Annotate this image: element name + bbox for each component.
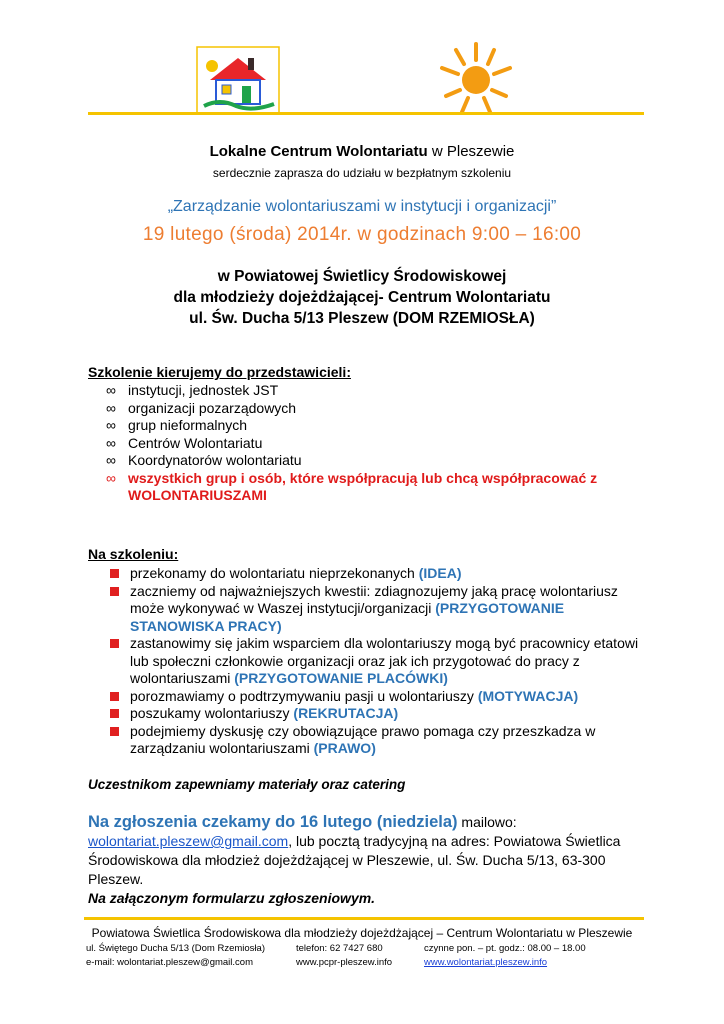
footer-hours: czynne pon. – pt. godz.: 08.00 – 18.00 [424, 943, 586, 954]
organizer-city: w Pleszewie [431, 143, 515, 160]
square-bullet-icon [110, 709, 119, 718]
infinity-bullet-icon: ∞ [106, 399, 116, 416]
list-item: ∞ Koordynatorów wolontariatu [106, 452, 302, 468]
training-heading: Na szkoleniu: [88, 546, 179, 562]
footer-email: e-mail: wolontariat.pleszew@gmail.com [86, 957, 253, 968]
audience-heading: Szkolenie kierujemy do przedstawicieli: [88, 364, 351, 380]
list-item: zastanowimy się jakim wsparciem dla wolontariuszy mogą być pracownicy etatowi lub społeczni członkowie organizacji oraz jak ich przygotować do pracy z wolontariuszami (PRZYGOTOWANIE PLACÓWKI) [110, 635, 650, 688]
square-bullet-icon [110, 727, 119, 736]
audience-list [106, 382, 646, 505]
square-bullet-icon [110, 587, 119, 596]
deadline: Na zgłoszenia czekamy do 16 lutego (niedziela) [88, 813, 458, 831]
footer-phone: telefon: 62 7427 680 [296, 943, 383, 954]
training-title: „Zarządzanie wolontariuszami w instytucji i organizacji” [167, 198, 557, 215]
list-item-highlight: ∞ wszystkich grup i osób, które współpracują lub chcą współpracować z WOLONTARIUSZAMI [106, 469, 598, 503]
venue-line: ul. Św. Ducha 5/13 Pleszew (DOM RZEMIOSŁA) [189, 310, 535, 327]
infinity-bullet-icon: ∞ [106, 417, 116, 433]
email-link[interactable]: wolontariat.pleszew@gmail.com [88, 833, 289, 849]
bottom-divider [84, 917, 644, 920]
square-bullet-icon [110, 692, 119, 701]
house-logo [196, 46, 280, 114]
square-bullet-icon [110, 569, 119, 578]
list-item: ∞ organizacji pozarządowych [106, 399, 297, 416]
top-divider [88, 112, 644, 115]
organizer-name: Lokalne Centrum Wolontariatu [209, 143, 428, 160]
venue-line: w Powiatowej Świetlicy Środowiskowej [217, 268, 507, 285]
list-item: porozmawiamy o podtrzymywaniu pasji u wolontariuszy (MOTYWACJA) [110, 688, 650, 706]
list-item: ∞ grup nieformalnych [106, 417, 248, 433]
organizer-line [0, 143, 724, 160]
infinity-bullet-icon: ∞ [106, 382, 116, 398]
list-item: podejmiemy dyskusję czy obowiązujące prawo pomaga czy przeszkadza w zarządzaniu wolontariuszami (PRAWO) [110, 723, 650, 758]
venue [0, 266, 724, 329]
footer-site-wolontariat[interactable]: www.wolontariat.pleszew.info [424, 957, 548, 968]
infinity-bullet-icon: ∞ [106, 452, 116, 468]
infinity-bullet-icon: ∞ [106, 434, 116, 451]
list-item: zaczniemy od najważniejszych kwestii: zdiagnozujemy jaką pracę wolontariusz może wykonywać w Waszej instytucji/organizacji (PRZYGOTOWANIE STANOWISKA PRACY) [110, 583, 650, 636]
form-note: Na załączonym formularzu zgłoszeniowym. [88, 890, 376, 906]
footer-address: ul. Świętego Ducha 5/13 (Dom Rzemiosła) [86, 943, 265, 954]
training-date: 19 lutego (środa) 2014r. w godzinach 9:00 – 16:00 [142, 224, 582, 245]
footer-title: Powiatowa Świetlica Środowiskowa dla młodzieży dojeżdżającej – Centrum Wolontariatu w Pleszewie [91, 926, 633, 940]
list-item: ∞ instytucji, jednostek JST [106, 382, 279, 398]
application-info: Na zgłoszenia czekamy do 16 lutego (niedziela) mailowo: wolontariat.pleszew@gmail.com, lub pocztą tradycyjną na adres: Powiatowa Świetlica Środowiskowa dla młodzież dojeżdżającej w Pleszewie, ul. Św. Ducha 5/13, 63-300 Pleszew. Na załączonym formularzu zgłoszeniowym. [88, 813, 648, 908]
list-item: poszukamy wolontariuszy (REKRUTACJA) [110, 705, 650, 723]
list-item: przekonamy do wolontariatu nieprzekonanych (IDEA) [110, 565, 650, 583]
square-bullet-icon [110, 639, 119, 648]
invitation-text: serdecznie zaprasza do udziału w bezpłatnym szkoleniu [212, 166, 512, 180]
training-list [110, 565, 650, 758]
catering-note: Uczestnikom zapewniamy materiały oraz catering [88, 777, 406, 792]
list-item: ∞ Centrów Wolontariatu [106, 434, 263, 451]
venue-line: dla młodzieży dojeżdżającej- Centrum Wolontariatu [173, 289, 551, 306]
infinity-bullet-icon: ∞ [106, 469, 116, 486]
footer-site-pcpr[interactable]: www.pcpr-pleszew.info [296, 957, 393, 968]
